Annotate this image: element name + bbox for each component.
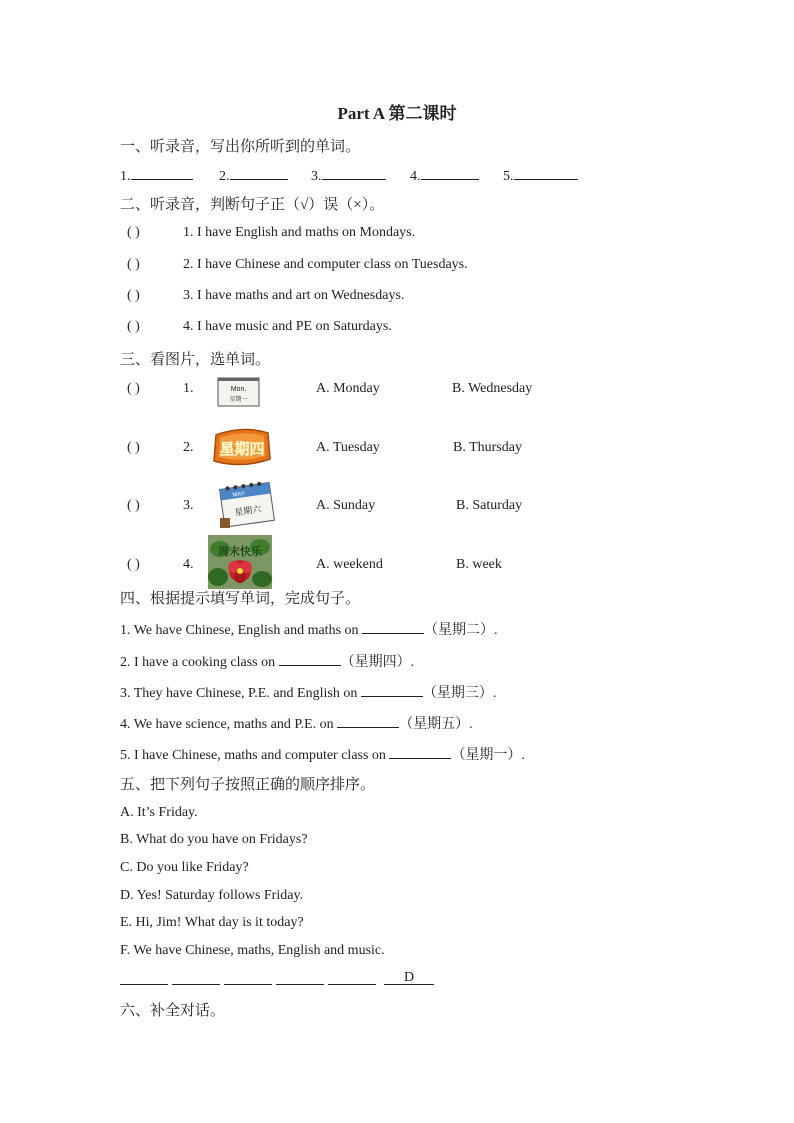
answer-parentheses[interactable]: ( ) (127, 440, 140, 455)
s1-item-label: 3. (311, 169, 322, 184)
answer-blank[interactable] (389, 744, 451, 759)
s4-sentence-5 (120, 744, 525, 764)
answer-blank[interactable] (131, 165, 193, 180)
happy-weekend-flower-image (208, 535, 272, 589)
answer-parentheses[interactable]: ( ) (127, 498, 140, 513)
saturday-calendar-image (214, 480, 278, 530)
answer-blank[interactable] (322, 165, 386, 180)
option-a[interactable]: A. Tuesday (316, 440, 380, 455)
option-b[interactable]: B. Thursday (453, 440, 522, 455)
section-3-heading: 三、看图片，选单词。 (120, 352, 271, 368)
hint-text: （星期二）. (424, 623, 498, 638)
svg-text:周末快乐: 周末快乐 (218, 545, 262, 558)
svg-text:星期六: 星期六 (233, 504, 263, 519)
question-number: 4. (183, 557, 194, 572)
option-b[interactable]: B. week (456, 557, 502, 572)
answer-parentheses[interactable]: ( ) (127, 319, 140, 334)
order-blank-3[interactable] (224, 984, 272, 985)
s4-sentence-1 (120, 619, 498, 639)
section-2-heading: 二、听录音，判断句子正（√）误（×）。 (120, 197, 385, 213)
s2-row-4 (127, 319, 392, 335)
s1-item-label: 2. (219, 169, 230, 184)
s2-sentence: 1. I have English and maths on Mondays. (183, 225, 416, 240)
monday-calendar-image (217, 377, 260, 407)
s1-item-label: 5. (503, 169, 514, 184)
order-blank-2[interactable] (172, 984, 220, 985)
order-blank-5[interactable] (328, 984, 376, 985)
hint-text: （星期一）. (451, 748, 525, 763)
s4-sentence-4 (120, 713, 473, 733)
answer-blank[interactable] (362, 619, 424, 634)
svg-text:星期一: 星期一 (229, 396, 248, 403)
s3-row-2 (127, 440, 194, 456)
s2-row-2 (127, 257, 468, 273)
answer-parentheses[interactable]: ( ) (127, 257, 140, 272)
page-title: Part A 第二课时 (337, 104, 457, 123)
s5-sentence-d: D. Yes! Saturday follows Friday. (120, 888, 304, 903)
sentence-text: 1. We have Chinese, English and maths on (120, 623, 363, 638)
sentence-text: 4. We have science, maths and P.E. on (120, 717, 338, 732)
answer-blank[interactable] (279, 651, 341, 666)
answer-blank[interactable] (514, 165, 578, 180)
section-6-heading: 六、补全对话。 (120, 1003, 226, 1019)
sentence-text: 5. I have Chinese, maths and computer class on (120, 748, 390, 763)
s4-sentence-3 (120, 682, 496, 702)
s3-row-4 (127, 557, 194, 573)
question-number: 1. (183, 381, 194, 396)
question-number: 3. (183, 498, 194, 513)
answer-blank[interactable] (361, 682, 423, 697)
s1-item-3[interactable] (311, 165, 386, 185)
answer-blank[interactable] (337, 713, 399, 728)
answer-blank[interactable] (421, 165, 479, 180)
answer-parentheses[interactable]: ( ) (127, 225, 140, 240)
s5-sentence-f: F. We have Chinese, maths, English and music. (120, 943, 385, 958)
thursday-label-image (210, 425, 274, 469)
s5-sentence-b: B. What do you have on Fridays? (120, 832, 308, 847)
section-1-heading: 一、听录音，写出你所听到的单词。 (120, 139, 361, 155)
answer-parentheses[interactable]: ( ) (127, 557, 140, 572)
option-b[interactable]: B. Wednesday (452, 381, 533, 396)
section-4-heading: 四、根据提示填写单词，完成句子。 (120, 591, 361, 607)
option-a[interactable]: A. Sunday (316, 498, 376, 513)
s1-item-label: 1. (120, 169, 131, 184)
order-answer-given: D (403, 970, 415, 985)
section-5-heading: 五、把下列句子按照正确的顺序排序。 (120, 777, 376, 793)
s5-sentence-a: A. It’s Friday. (120, 805, 198, 820)
order-blank-4[interactable] (276, 984, 324, 985)
option-a[interactable]: A. Monday (316, 381, 380, 396)
s1-item-1[interactable] (120, 165, 193, 185)
sentence-text: 3. They have Chinese, P.E. and English on (120, 686, 361, 701)
s1-item-label: 4. (410, 169, 421, 184)
s3-row-3 (127, 498, 194, 514)
option-a[interactable]: A. weekend (316, 557, 383, 572)
s5-sentence-e: E. Hi, Jim! What day is it today? (120, 915, 304, 930)
option-b[interactable]: B. Saturday (456, 498, 523, 513)
svg-text:MAY: MAY (232, 491, 246, 499)
s1-item-4[interactable] (410, 165, 479, 185)
s2-row-1 (127, 225, 415, 241)
hint-text: （星期三）. (422, 686, 497, 701)
s1-item-2[interactable] (219, 165, 288, 185)
svg-text:星期四: 星期四 (219, 440, 265, 458)
svg-text:Mon.: Mon. (230, 386, 247, 393)
s5-sentence-c: C. Do you like Friday? (120, 860, 249, 875)
s1-item-5[interactable] (503, 165, 578, 185)
order-blank-1[interactable] (120, 984, 168, 985)
s2-sentence: 4. I have music and PE on Saturdays. (183, 319, 392, 334)
s2-sentence: 2. I have Chinese and computer class on Tuesdays. (183, 257, 468, 272)
hint-text: （星期五）. (399, 717, 473, 732)
hint-text: （星期四）. (340, 655, 415, 670)
s4-sentence-2 (120, 651, 414, 671)
s2-row-3 (127, 288, 404, 304)
sentence-text: 2. I have a cooking class on (120, 655, 279, 670)
answer-blank[interactable] (230, 165, 288, 180)
s2-sentence: 3. I have maths and art on Wednesdays. (183, 288, 405, 303)
question-number: 2. (183, 440, 194, 455)
s3-row-1 (127, 381, 194, 397)
answer-parentheses[interactable]: ( ) (127, 381, 140, 396)
answer-parentheses[interactable]: ( ) (127, 288, 140, 303)
